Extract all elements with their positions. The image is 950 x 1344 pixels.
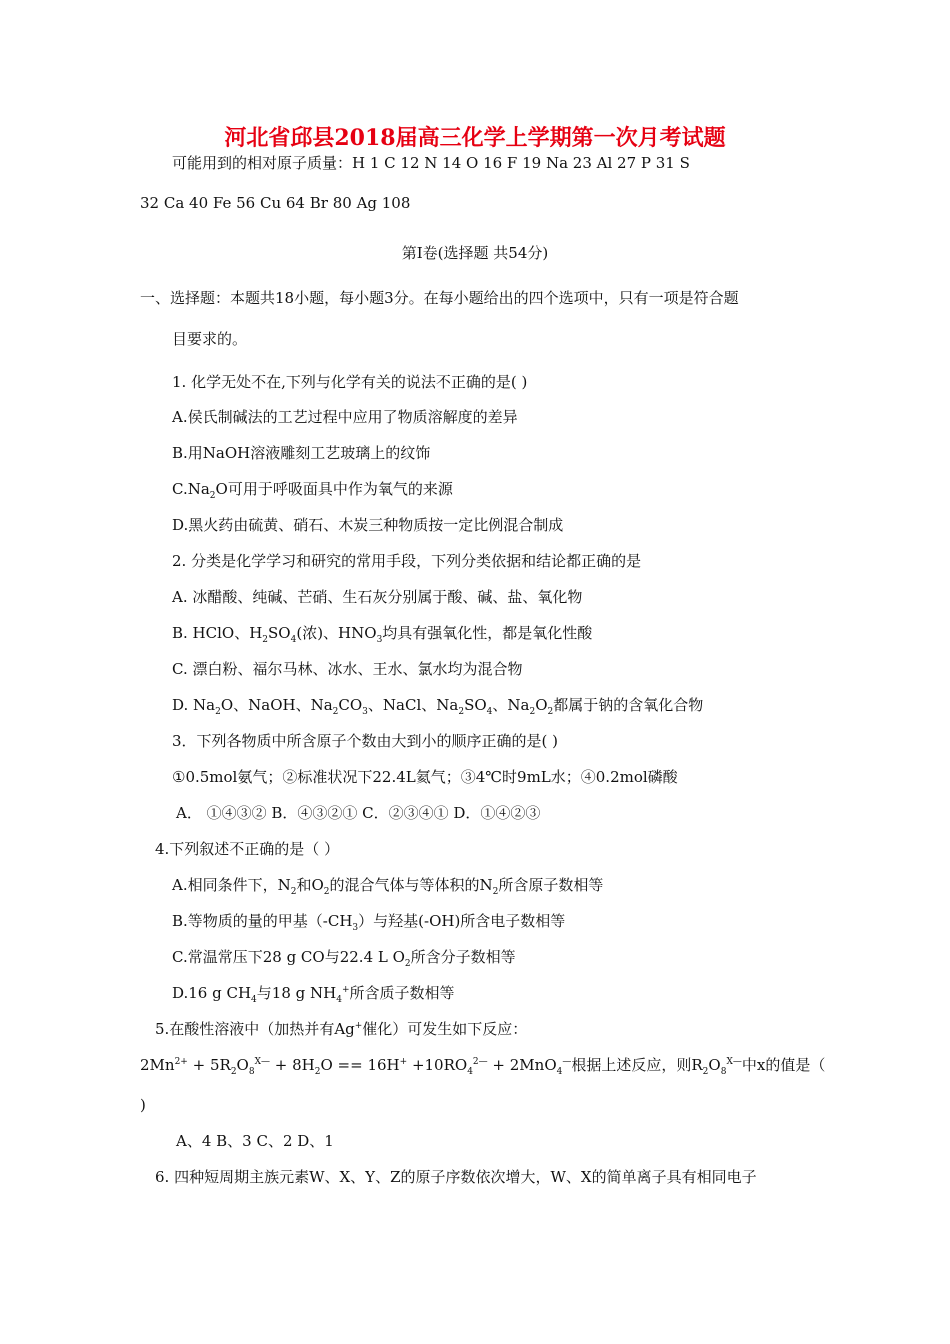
q6-stem: 6. 四种短周期主族元素W、X、Y、Z的原子序数依次增大，W、X的简单离子具有相同电子 [155, 1168, 757, 1186]
page-title: 河北省邱县2018届高三化学上学期第一次月考试题 [224, 125, 726, 151]
section-title: 第Ⅰ卷(选择题 共54分) [401, 244, 549, 262]
q5-options: A、4 B、3 C、2 D、1 [176, 1132, 334, 1150]
q2-stem: 2. 分类是化学学习和研究的常用手段，下列分类依据和结论都正确的是 [172, 552, 642, 570]
part1-instructions-line-1: 一、选择题：本题共18小题，每小题3分。在每小题给出的四个选项中，只有一项是符合题 [140, 289, 739, 307]
q2-option-d: D. $Na_2O$、NaOH、$Na_2CO_3$、NaCl、$Na_2SO_4$、$Na_2O_2$都属于钠的含氧化合物 [172, 696, 704, 717]
q1-option-d: D.黑火药由硫黄、硝石、木炭三种物质按一定比例混合制成 [172, 516, 564, 534]
part1-instructions-line-2: 目要求的。 [172, 330, 248, 348]
q4-option-a: A.相同条件下，$N_2$和$O_2$的混合气体与等体积的$N_2$所含原子数相等 [172, 876, 604, 897]
q4-stem: 4.下列叙述不正确的是（ ） [155, 840, 340, 858]
q5-stem: 5.在酸性溶液中（加热并有Ag+催化）可发生如下反应： [155, 1020, 528, 1038]
q4-option-d: D.16 g $CH_4$与18 g $NH_4^+$所含质子数相等 [172, 984, 455, 1005]
q1-option-c: $C.Na_2O$可用于呼吸面具中作为氧气的来源 [172, 480, 453, 501]
q5-equation: $2Mn^{2+} + 5R_2O_8^{X—} + 8H_2O == 16H^+ +10RO_4^{2—} + 2MnO_4^—$根据上述反应，则$R_2O_8^{X—}$中x的值是（ [140, 1056, 826, 1077]
q1-option-a: A.侯氏制碱法的工艺过程中应用了物质溶解度的差异 [172, 408, 518, 426]
q1-option-b: B.用NaOH溶液雕刻工艺玻璃上的纹饰 [172, 444, 431, 462]
q2-option-c: C. 漂白粉、福尔马林、冰水、王水、氯水均为混合物 [172, 660, 523, 678]
atomic-mass-line-1: 可能用到的相对原子质量：H 1 C 12 N 14 O 16 F 19 Na 23 Al 27 P 31 S [172, 154, 690, 172]
q3-options: A． ①④③② B．④③②① C．②③④① D．①④②③ [176, 804, 541, 822]
q5-equation-close: ) [140, 1096, 146, 1114]
q4-option-c: C.常温常压下28 g CO与22.4 L $O_2$所含分子数相等 [172, 948, 516, 969]
q1-stem: 1. 化学无处不在,下列与化学有关的说法不正确的是( ) [172, 373, 528, 391]
q2-option-b: B. HClO、$H_2SO_4$(浓)、$HNO_3$均具有强氧化性，都是氧化性酸 [172, 624, 593, 645]
q4-option-b: B.等物质的量的甲基$(-CH_3)$与羟基(-OH)所含电子数相等 [172, 912, 566, 933]
q3-stem: 3．下列各物质中所含原子个数由大到小的顺序正确的是( ) [172, 732, 559, 750]
q2-option-a: A. 冰醋酸、纯碱、芒硝、生石灰分别属于酸、碱、盐、氧化物 [172, 588, 583, 606]
q3-description: ①0.5mol氨气；②标准状况下22.4L氦气；③4℃时9mL水；④0.2mol磷酸 [172, 768, 678, 786]
atomic-mass-line-2: 32 Ca 40 Fe 56 Cu 64 Br 80 Ag 108 [140, 194, 411, 212]
